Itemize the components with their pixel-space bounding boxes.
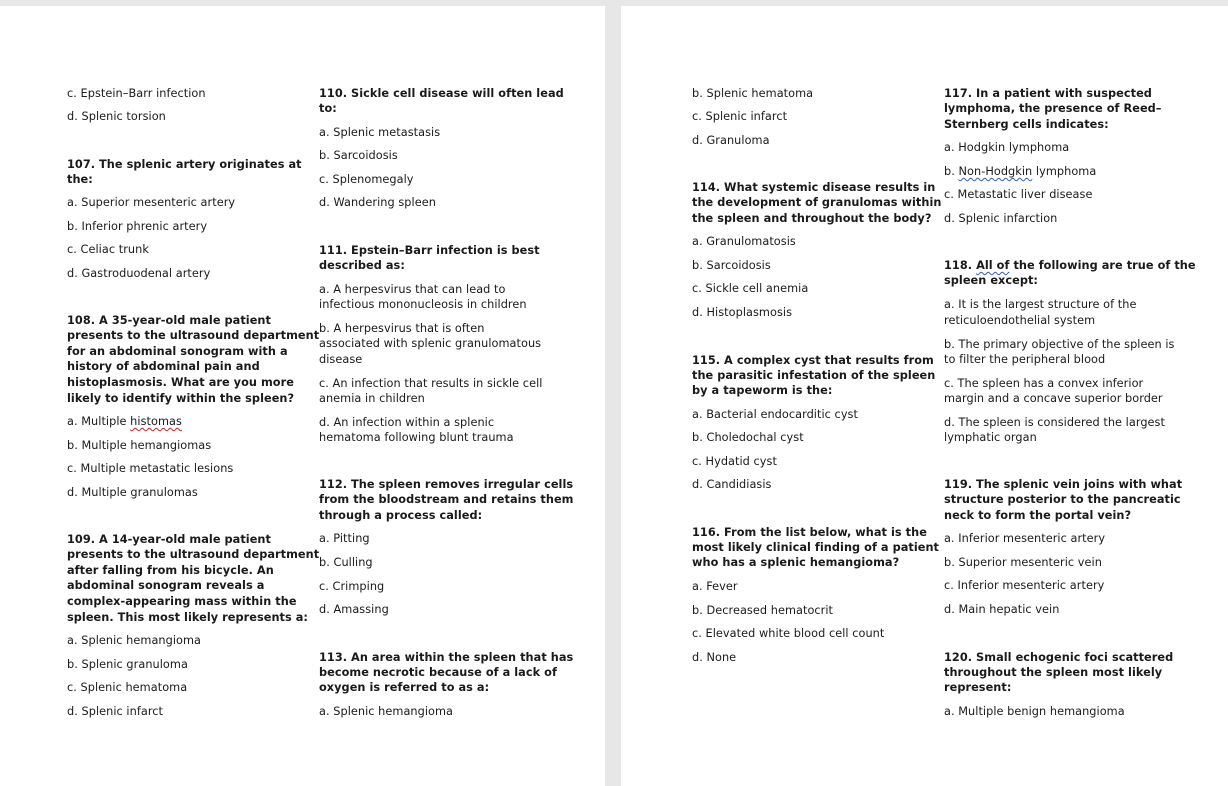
question-line: abdominal sonogram reveals a — [67, 579, 265, 592]
answer-option: b. Inferior phrenic artery — [67, 220, 208, 233]
answer-option: c. Hydatid cyst — [692, 455, 777, 468]
answer-option: c. Multiple metastatic lesions — [67, 462, 234, 475]
answer-option: d. Granuloma — [692, 134, 770, 147]
answer-option: d. Multiple granulomas — [67, 486, 198, 499]
answer-option: c. Splenic infarct — [692, 110, 788, 123]
answer-option: lymphatic organ — [944, 431, 1037, 444]
answer-option: b. Culling — [319, 556, 373, 569]
question-line: the spleen and throughout the body? — [692, 212, 932, 225]
answer-option: disease — [319, 353, 363, 366]
answer-option: b. Choledochal cyst — [692, 431, 804, 444]
question-line: described as: — [319, 259, 405, 272]
answer-option: d. Amassing — [319, 603, 389, 616]
question-line: 114. What systemic disease results in — [692, 181, 936, 194]
question-line: 111. Epstein–Barr infection is best — [319, 244, 540, 257]
answer-option: d. Splenic torsion — [67, 110, 166, 123]
answer-option: anemia in children — [319, 392, 425, 405]
question-line: 119. The splenic vein joins with what — [944, 478, 1183, 491]
question-line: the development of granulomas within — [692, 196, 942, 209]
answer-option: b. Sarcoidosis — [692, 259, 771, 272]
question-line: 107. The splenic artery originates at — [67, 158, 302, 171]
spelling-mark: histomas — [130, 415, 182, 428]
question-line: after falling from his bicycle. An — [67, 564, 274, 577]
question-line: represent: — [944, 681, 1012, 694]
answer-option: to filter the peripheral blood — [944, 353, 1106, 366]
question-line: 113. An area within the spleen that has — [319, 651, 574, 664]
question-line: 117. In a patient with suspected — [944, 87, 1152, 100]
grammar-mark: All of — [976, 259, 1010, 272]
question-line: neck to form the portal vein? — [944, 509, 1132, 522]
question-line: for an abdominal sonogram with a — [67, 345, 288, 358]
answer-option: a. A herpesvirus that can lead to — [319, 283, 506, 296]
question-line: 120. Small echogenic foci scattered — [944, 651, 1174, 664]
question-line: Sternberg cells indicates: — [944, 118, 1109, 131]
question-line: by a tapeworm is the: — [692, 384, 833, 397]
question-line: likely to identify within the spleen? — [67, 392, 295, 405]
question-line: spleen. This most likely represents a: — [67, 611, 309, 624]
answer-option: a. Splenic hemangioma — [319, 705, 454, 718]
question-line: structure posterior to the pancreatic — [944, 493, 1181, 506]
answer-option: a. Splenic metastasis — [319, 126, 441, 139]
answer-option: d. Gastroduodenal artery — [67, 267, 211, 280]
answer-option: associated with splenic granulomatous — [319, 337, 542, 350]
question-line: most likely clinical finding of a patient — [692, 541, 940, 554]
answer-option: margin and a concave superior border — [944, 392, 1163, 405]
answer-option: c. Inferior mesenteric artery — [944, 579, 1105, 592]
answer-option: b. The primary objective of the spleen is — [944, 338, 1175, 351]
answer-option: b. Decreased hematocrit — [692, 604, 834, 617]
document-page-right — [621, 6, 1228, 786]
question-line: presents to the ultrasound department — [67, 329, 320, 342]
question-line: to: — [319, 102, 337, 115]
answer-option: d. Candidiasis — [692, 478, 772, 491]
answer-option: d. Main hepatic vein — [944, 603, 1060, 616]
answer-option: a. Splenic hemangioma — [67, 634, 202, 647]
answer-option: b. Multiple hemangiomas — [67, 439, 212, 452]
question-line: become necrotic because of a lack of — [319, 666, 557, 679]
question-line: throughout the spleen most likely — [944, 666, 1163, 679]
question-line: 116. From the list below, what is the — [692, 526, 927, 539]
answer-option: c. The spleen has a convex inferior — [944, 377, 1144, 390]
answer-option: a. Multiple benign hemangioma — [944, 705, 1125, 718]
question-line: 108. A 35-year-old male patient — [67, 314, 271, 327]
answer-option: a. Fever — [692, 580, 738, 593]
grammar-mark: Non-Hodgkin — [958, 165, 1033, 178]
question-line: 118. All of the following are true of the — [944, 259, 1196, 272]
answer-option: c. Crimping — [319, 580, 385, 593]
answer-option: a. Pitting — [319, 532, 370, 545]
answer-option: a. It is the largest structure of the — [944, 298, 1137, 311]
answer-option: a. Granulomatosis — [692, 235, 796, 248]
answer-option: d. An infection within a splenic — [319, 416, 495, 429]
answer-option: hematoma following blunt trauma — [319, 431, 514, 444]
answer-option: c. Sickle cell anemia — [692, 282, 809, 295]
answer-option: c. Splenic hematoma — [67, 681, 188, 694]
question-line: 109. A 14-year-old male patient — [67, 533, 271, 546]
answer-option: b. Non-Hodgkin lymphoma — [944, 165, 1097, 178]
answer-option: c. Metastatic liver disease — [944, 188, 1093, 201]
answer-option: b. Splenic granuloma — [67, 658, 188, 671]
answer-option: c. Epstein–Barr infection — [67, 87, 206, 100]
answer-option: c. Elevated white blood cell count — [692, 627, 885, 640]
answer-option: reticuloendothelial system — [944, 314, 1096, 327]
question-line: the: — [67, 173, 93, 186]
question-line: through a process called: — [319, 509, 483, 522]
answer-option: a. Inferior mesenteric artery — [944, 532, 1106, 545]
answer-option: d. Wandering spleen — [319, 196, 436, 209]
question-line: the parasitic infestation of the spleen — [692, 369, 936, 382]
answer-option: d. Splenic infarct — [67, 705, 164, 718]
question-line: spleen except: — [944, 274, 1038, 287]
question-line: from the bloodstream and retains them — [319, 493, 574, 506]
question-line: history of abdominal pain and — [67, 360, 260, 373]
question-line: histoplasmosis. What are you more — [67, 376, 294, 389]
answer-option: b. Sarcoidosis — [319, 149, 398, 162]
question-line: complex-appearing mass within the — [67, 595, 297, 608]
answer-option: a. Bacterial endocarditic cyst — [692, 408, 858, 421]
answer-option: a. Hodgkin lymphoma — [944, 141, 1070, 154]
question-line: who has a splenic hemangioma? — [692, 556, 900, 569]
question-line: 112. The spleen removes irregular cells — [319, 478, 574, 491]
answer-option: c. Splenomegaly — [319, 173, 414, 186]
answer-option: c. Celiac trunk — [67, 243, 149, 256]
answer-option: d. The spleen is considered the largest — [944, 416, 1165, 429]
answer-option: d. None — [692, 651, 737, 664]
question-line: lymphoma, the presence of Reed– — [944, 102, 1162, 115]
answer-option: d. Splenic infarction — [944, 212, 1058, 225]
question-line: 110. Sickle cell disease will often lead — [319, 87, 564, 100]
answer-option: a. Superior mesenteric artery — [67, 196, 236, 209]
answer-option: c. An infection that results in sickle cell — [319, 377, 543, 390]
answer-option: b. Splenic hematoma — [692, 87, 814, 100]
answer-option: b. A herpesvirus that is often — [319, 322, 485, 335]
document-page-left — [0, 6, 605, 786]
answer-option: b. Superior mesenteric vein — [944, 556, 1102, 569]
answer-option: infectious mononucleosis in children — [319, 298, 527, 311]
question-line: oxygen is referred to as a: — [319, 681, 490, 694]
question-line: presents to the ultrasound department — [67, 548, 320, 561]
answer-option: d. Histoplasmosis — [692, 306, 793, 319]
answer-option: a. Multiple histomas — [67, 415, 182, 428]
question-line: 115. A complex cyst that results from — [692, 354, 934, 367]
